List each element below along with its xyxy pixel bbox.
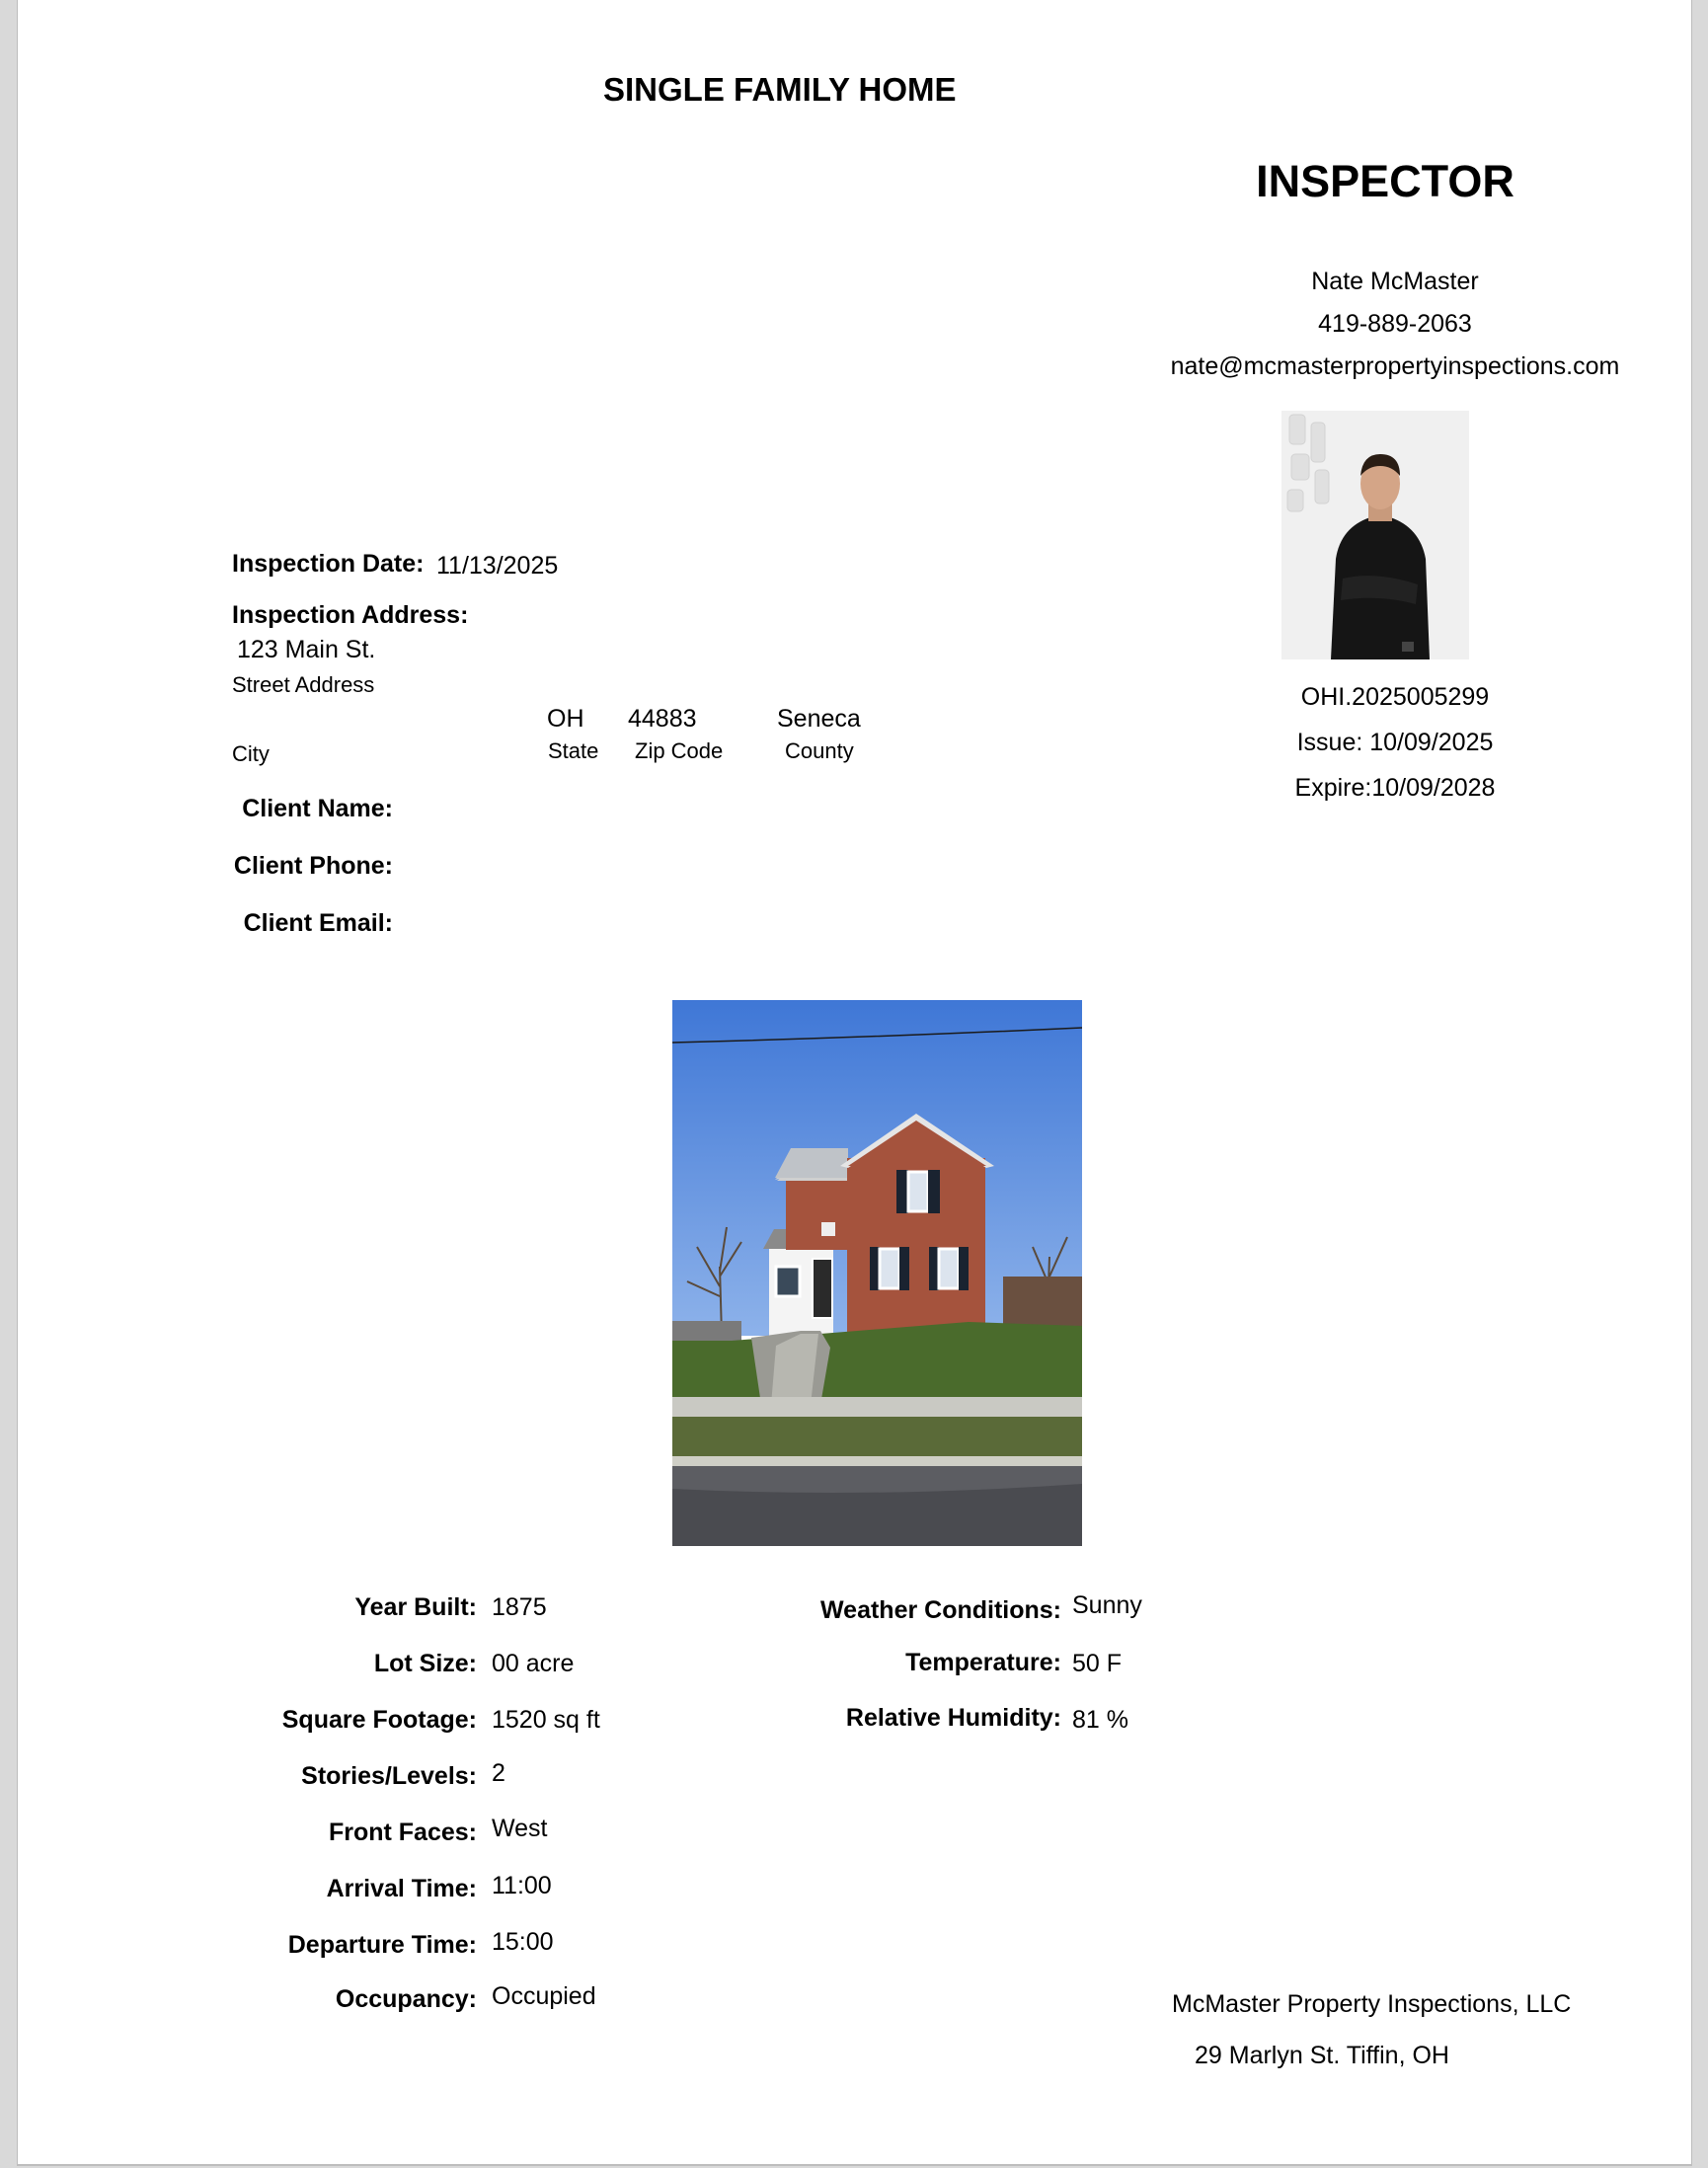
zip-value: 44883 [628, 705, 697, 733]
county-caption: County [785, 738, 854, 763]
front-faces-value: West [492, 1815, 548, 1842]
inspection-date-label: Inspection Date: [232, 550, 425, 578]
property-label: Front Faces: [328, 1819, 477, 1846]
weather-label: Weather Conditions: [820, 1596, 1061, 1624]
inspection-date: 11/13/2025 [436, 552, 559, 580]
house-photo [672, 1000, 1082, 1546]
arrival-time-value: 11:00 [492, 1872, 552, 1899]
inspection-address-label: Inspection Address: [232, 601, 469, 629]
license-expire-date: Expire:10/09/2028 [1294, 774, 1496, 802]
street-address: 123 Main St. [237, 636, 376, 663]
square-footage-value: 1520 sq ft [492, 1706, 600, 1734]
client-name-label: Client Name: [242, 795, 393, 822]
client-email-label: Client Email: [243, 909, 393, 937]
temperature-value: 50 F [1072, 1650, 1123, 1677]
state-value: OH [547, 705, 584, 733]
license-issue-date: Issue: 10/09/2025 [1296, 729, 1494, 756]
property-label: Year Built: [354, 1593, 477, 1621]
departure-time-value: 15:00 [492, 1928, 554, 1956]
company-name: McMaster Property Inspections, LLC [1172, 1990, 1572, 2018]
lot-size-value: 00 acre [492, 1650, 575, 1677]
property-label: Square Footage: [281, 1706, 477, 1734]
property-label: Occupancy: [335, 1985, 477, 2013]
humidity-value: 81 % [1072, 1706, 1128, 1734]
property-label: Lot Size: [373, 1650, 477, 1677]
property-label: Stories/Levels: [301, 1762, 477, 1790]
year-built-value: 1875 [492, 1593, 547, 1621]
client-phone-label: Client Phone: [233, 852, 393, 880]
city-caption: City [232, 741, 270, 766]
occupancy-value: Occupied [492, 1982, 596, 2010]
document-title: SINGLE FAMILY HOME [603, 71, 957, 108]
inspector-heading: INSPECTOR [1256, 156, 1514, 206]
stories-value: 2 [492, 1759, 505, 1787]
inspector-phone: 419-889-2063 [1318, 310, 1472, 338]
inspector-photo [1281, 411, 1469, 659]
company-address: 29 Marlyn St. Tiffin, OH [1195, 2042, 1449, 2069]
inspector-email: nate@mcmasterpropertyinspections.com [1170, 352, 1620, 380]
zip-caption: Zip Code [635, 738, 724, 763]
county-value: Seneca [777, 705, 861, 733]
temperature-label: Temperature: [905, 1649, 1061, 1676]
inspector-name: Nate McMaster [1311, 268, 1479, 295]
street-address-caption: Street Address [232, 672, 375, 697]
inspector-license: OHI.2025005299 [1300, 683, 1490, 711]
weather-value: Sunny [1072, 1591, 1142, 1619]
property-label: Departure Time: [287, 1931, 477, 1959]
state-caption: State [548, 738, 599, 763]
report-page [17, 0, 1692, 2166]
property-label: Arrival Time: [326, 1875, 477, 1902]
humidity-label: Relative Humidity: [845, 1704, 1061, 1732]
